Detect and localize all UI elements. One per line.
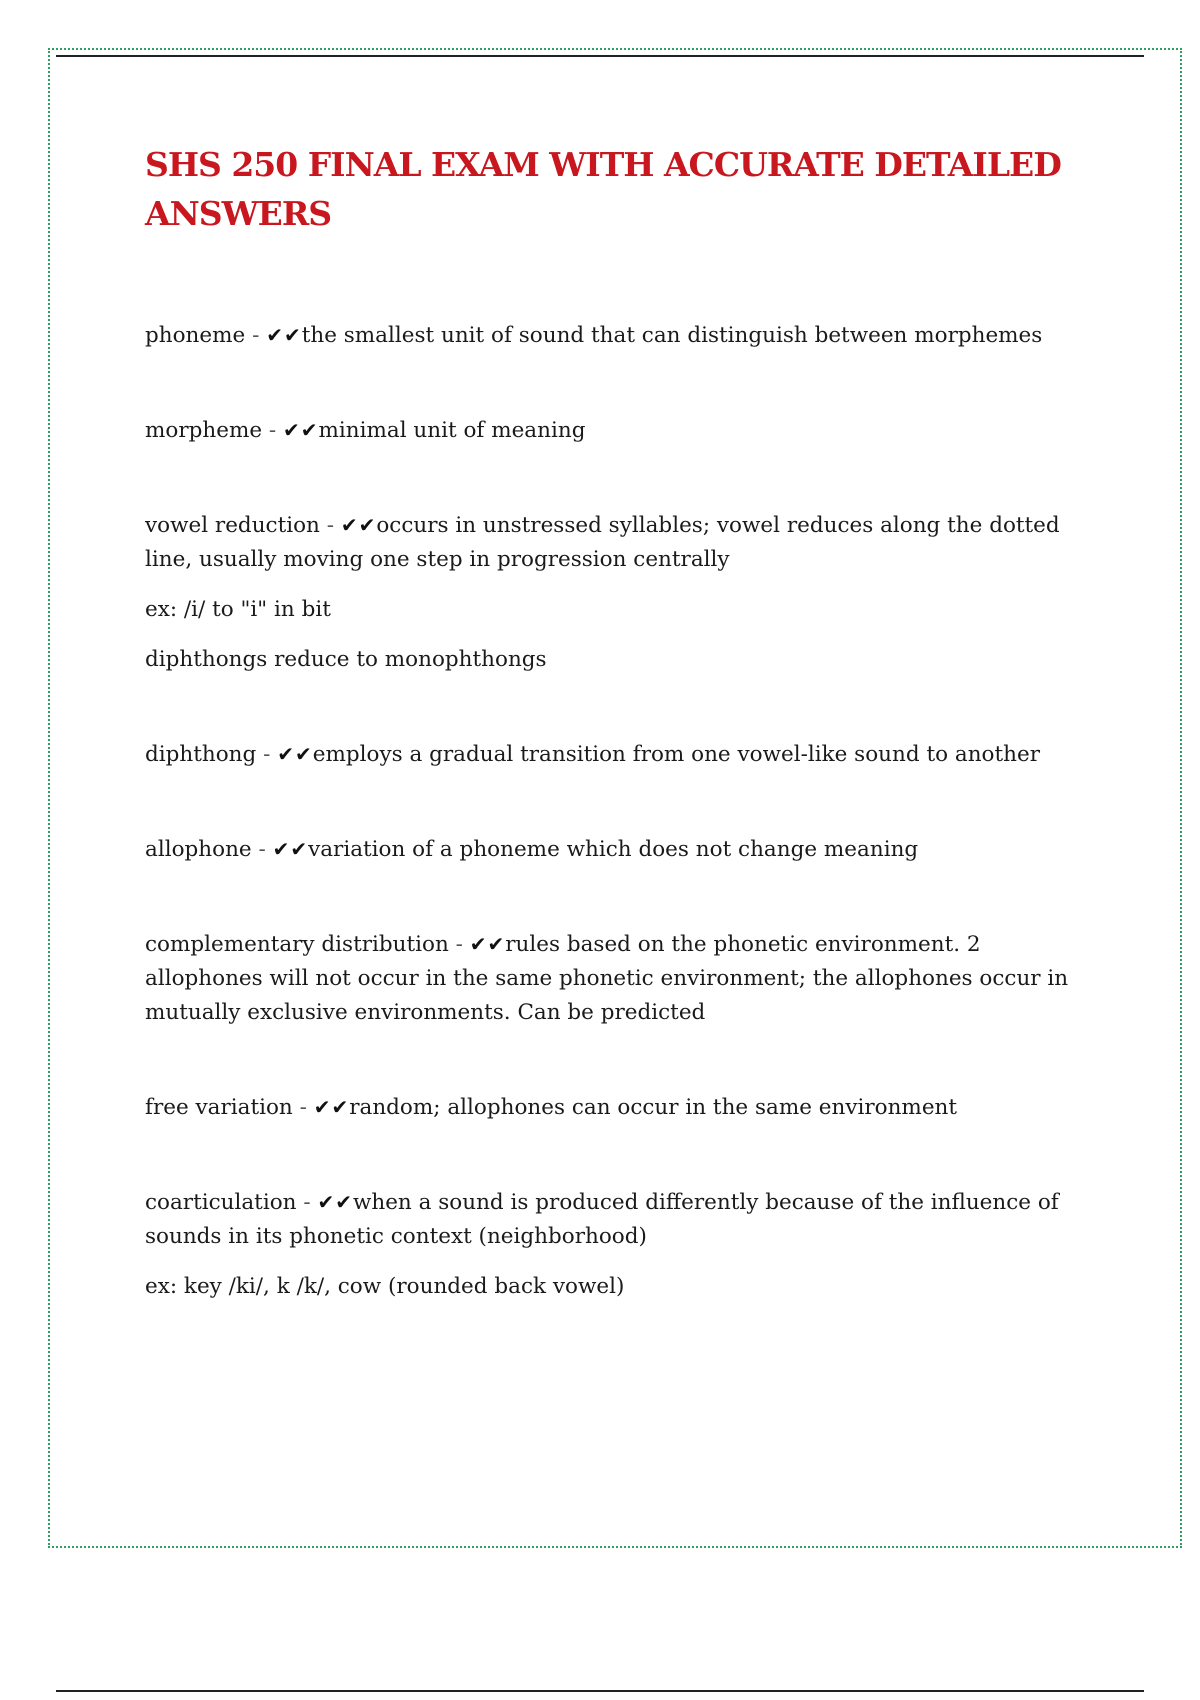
check-marks-icon: ✔✔ — [313, 1095, 350, 1119]
entry-main — [145, 927, 1105, 1030]
check-marks-icon: ✔✔ — [272, 837, 309, 861]
entry-main — [145, 413, 1105, 448]
bottom-rule — [56, 1690, 1144, 1692]
entry-morpheme — [145, 413, 1105, 448]
entry-definition: minimal unit of meaning — [318, 418, 586, 443]
entry-term: vowel reduction — [145, 513, 320, 538]
entry-main — [145, 318, 1105, 353]
entry-definition: when a sound is produced differently because of the influence of sounds in its phonetic context (neighborhood) — [145, 1190, 1059, 1249]
entry-phoneme — [145, 318, 1105, 353]
entry-free-variation — [145, 1090, 1105, 1125]
entry-separator: - — [448, 932, 470, 957]
entry-definition: employs a gradual transition from one vowel-like sound to another — [312, 742, 1040, 767]
entry-separator: - — [262, 418, 283, 443]
entry-term: morpheme — [145, 418, 263, 443]
entry-term: phoneme — [145, 323, 246, 348]
check-marks-icon: ✔✔ — [469, 932, 506, 956]
entry-separator: - — [292, 1095, 314, 1120]
entry-vowel-reduction — [145, 508, 1105, 677]
entry-coarticulation — [145, 1185, 1105, 1304]
entry-term: allophone — [145, 837, 252, 862]
entry-main — [145, 508, 1105, 577]
entry-definition: random; allophones can occur in the same environment — [349, 1095, 958, 1120]
check-marks-icon: ✔✔ — [340, 513, 377, 537]
entry-separator: - — [245, 323, 267, 348]
entry-list — [145, 318, 1105, 1304]
entry-main — [145, 832, 1105, 867]
entry-separator: - — [256, 742, 278, 767]
entry-definition: occurs in unstressed syllables; vowel reduces along the dotted line, usually moving one step in progression centrally — [145, 513, 1060, 572]
top-rule — [56, 55, 1144, 57]
document-title: SHS 250 FINAL EXAM WITH ACCURATE DETAILED ANSWERS — [145, 145, 1061, 233]
entry-example: ex: key /ki/, k /k/, cow (rounded back vowel) — [145, 1274, 625, 1299]
document-content — [145, 140, 1105, 1304]
entry-term: diphthong — [145, 742, 257, 767]
entry-example: ex: /i/ to "i" in bit — [145, 597, 331, 622]
entry-main — [145, 1185, 1105, 1254]
entry-diphthong — [145, 737, 1105, 772]
check-marks-icon: ✔✔ — [277, 742, 313, 766]
entry-separator: - — [319, 513, 341, 538]
entry-term: coarticulation — [145, 1190, 297, 1215]
entry-definition: rules based on the phonetic environment. 2 allophones will not occur in the same phonetic environment; the allophones occur in mutually exclusive environments. Can be predicted — [145, 932, 1069, 1025]
entry-definition: the smallest unit of sound that can distinguish between morphemes — [301, 323, 1043, 348]
entry-main — [145, 1090, 1105, 1125]
entry-definition: variation of a phoneme which does not change meaning — [308, 837, 919, 862]
check-marks-icon: ✔✔ — [283, 418, 319, 442]
entry-main — [145, 737, 1105, 772]
check-marks-icon: ✔✔ — [317, 1190, 353, 1214]
entry-allophone — [145, 832, 1105, 867]
entry-term: free variation — [145, 1095, 293, 1120]
check-marks-icon: ✔✔ — [266, 323, 302, 347]
entry-separator: - — [251, 837, 273, 862]
entry-separator: - — [296, 1190, 318, 1215]
entry-complementary-distribution — [145, 927, 1105, 1030]
entry-term: complementary distribution — [145, 932, 449, 957]
entry-note: diphthongs reduce to monophthongs — [145, 647, 547, 672]
